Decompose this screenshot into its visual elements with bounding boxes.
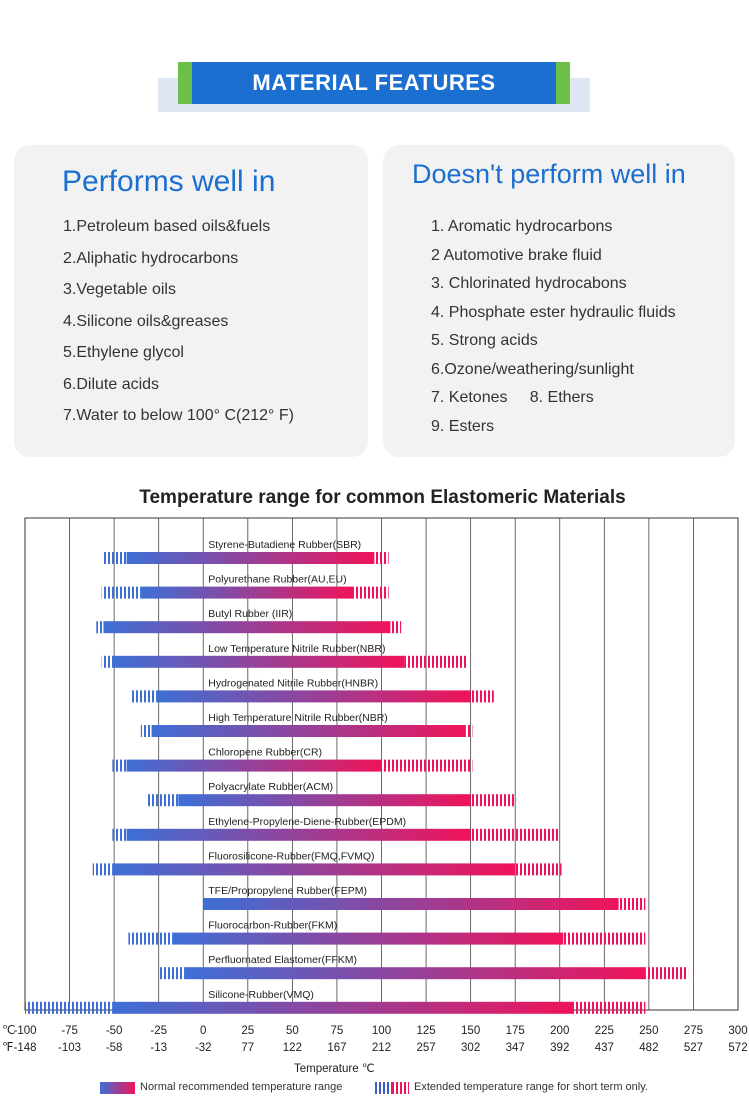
celsius-unit: ℃ (2, 1023, 16, 1037)
extended-low-bar (141, 725, 152, 737)
performs-well-item: 2.Aliphatic hydrocarbons (63, 250, 239, 267)
performs-well-item: 1.Petroleum based oils&fuels (63, 218, 271, 235)
celsius-tick-label: 125 (416, 1025, 436, 1037)
material-label: Polyurethane Rubber(AU,EU) (208, 573, 347, 586)
normal-range-bar (152, 725, 466, 737)
normal-range-bar (127, 552, 375, 564)
range-row (203, 885, 645, 910)
fahrenheit-tick-label: 257 (416, 1042, 436, 1054)
performs-poorly-item: 9. Esters (431, 418, 495, 435)
fahrenheit-tick-label: -103 (58, 1042, 82, 1054)
celsius-tick-label: 150 (461, 1025, 481, 1037)
range-row (96, 608, 401, 633)
normal-range-bar (127, 829, 471, 841)
fahrenheit-tick-label: -13 (150, 1042, 167, 1054)
celsius-tick-label: 175 (505, 1025, 525, 1037)
extended-low-bar (25, 1002, 112, 1014)
legend-normal-label: Normal recommended temperature range (140, 1081, 343, 1093)
performs-poorly-item: 5. Strong acids (431, 332, 538, 349)
extended-low-bar (93, 863, 113, 875)
material-label: Chloropene Rubber(CR) (208, 746, 323, 759)
extended-low-bar (112, 760, 126, 772)
extended-high-bar (390, 621, 401, 633)
performs-well-item: 6.Dilute acids (63, 376, 160, 393)
extended-high-bar (374, 552, 388, 564)
material-label: Ethylene-Propylene-Diene-Rubber(EPDM) (208, 815, 407, 828)
temperature-range-chart (0, 510, 749, 1075)
celsius-tick-label: 200 (550, 1025, 570, 1037)
celsius-tick-label: 100 (371, 1025, 392, 1037)
extended-low-bar (103, 552, 126, 564)
normal-range-bar (178, 794, 470, 806)
extended-high-bar (471, 794, 516, 806)
range-row (159, 954, 688, 979)
material-label: Fluorosilicone-Rubber(FMQ,FVMQ) (208, 850, 375, 863)
celsius-tick-label: 250 (639, 1025, 659, 1037)
extended-high-bar (563, 933, 645, 945)
celsius-tick-label: -50 (105, 1025, 123, 1037)
normal-range-bar (157, 690, 471, 702)
performs-poorly-item: 4. Phosphate ester hydraulic fluids (431, 304, 676, 321)
material-label: Butyl Rubber (IIR) (208, 608, 293, 621)
fahrenheit-tick-label: 77 (241, 1042, 255, 1054)
extended-high-bar (382, 760, 473, 772)
material-label: Low Temperature Nitrile Rubber(NBR) (208, 642, 386, 655)
extended-low-bar (132, 690, 157, 702)
performs-poorly-item: 2 Automotive brake fluid (431, 247, 602, 264)
normal-range-bar (141, 587, 353, 599)
range-row (112, 816, 559, 841)
extended-low-bar (146, 794, 178, 806)
range-row (141, 712, 473, 737)
fahrenheit-tick-label: -148 (13, 1042, 37, 1054)
celsius-tick-label: 275 (683, 1025, 704, 1037)
extended-high-bar (471, 829, 560, 841)
fahrenheit-tick-label: 527 (683, 1042, 704, 1054)
performs-well-item: 4.Silicone oils&greases (63, 313, 229, 330)
legend-extended-label: Extended temperature range for short term only. (414, 1081, 648, 1093)
extended-high-bar (471, 690, 494, 702)
extended-high-bar (619, 898, 646, 910)
extended-high-bar (574, 1002, 645, 1014)
normal-range-bar (203, 898, 618, 910)
banner-accent-left (178, 62, 192, 104)
fahrenheit-tick-label: 122 (282, 1042, 302, 1054)
fahrenheit-tick-label: 212 (371, 1042, 392, 1054)
extended-high-bar (465, 725, 472, 737)
celsius-tick-label: 225 (594, 1025, 614, 1037)
celsius-tick-label: 25 (241, 1025, 255, 1037)
normal-range-bar (127, 760, 382, 772)
banner-title: MATERIAL FEATURES (192, 62, 556, 104)
extended-high-bar (353, 587, 389, 599)
x-axis-label: Temperature ℃ (294, 1063, 375, 1075)
fahrenheit-tick-label: -32 (194, 1042, 212, 1054)
performs-poorly-item: 7. Ketones 8. Ethers (431, 389, 594, 406)
performs-well-title: Performs well in (62, 165, 276, 198)
performs-poorly-item: 3. Chlorinated hydrocabons (431, 275, 627, 292)
performs-well-item: 3.Vegetable oils (63, 281, 176, 298)
performs-poorly-title: Doesn't perform well in (412, 159, 686, 189)
banner-accent-right (556, 62, 570, 104)
material-label: Hydrogenated Nitrile Rubber(HNBR) (208, 677, 379, 690)
performs-well-item: 5.Ethylene glycol (63, 344, 184, 361)
performs-poorly-item: 6.Ozone/weathering/sunlight (431, 361, 634, 378)
legend-extended-swatch-blue (375, 1082, 392, 1094)
material-label: High Temperature Nitrile Rubber(NBR) (208, 712, 388, 724)
extended-low-bar (112, 829, 126, 841)
range-row (102, 643, 467, 668)
legend-normal-swatch (100, 1082, 135, 1094)
extended-high-bar (515, 863, 561, 875)
extended-low-bar (128, 933, 173, 945)
material-label: Silicone-Rubber(VMQ) (208, 988, 314, 1001)
extended-low-bar (102, 656, 114, 668)
material-label: Fluorocarbon-Rubber(FKM) (208, 919, 338, 932)
celsius-tick-label: -25 (150, 1025, 167, 1037)
material-label: Styrene-Butadiene Rubber(SBR) (208, 539, 362, 551)
normal-range-bar (112, 863, 515, 875)
normal-range-bar (103, 621, 390, 633)
chart-title: Temperature range for common Elastomeric Materials (139, 487, 626, 508)
performs-poorly-item: 1. Aromatic hydrocarbons (431, 218, 613, 235)
celsius-tick-label: -100 (13, 1025, 37, 1037)
material-label: TFE/Propropylene Rubber(FEPM) (208, 885, 367, 897)
fahrenheit-unit: ℉ (2, 1040, 14, 1054)
extended-low-bar (96, 621, 103, 633)
extended-high-bar (405, 656, 467, 668)
extended-low-bar (102, 587, 141, 599)
celsius-tick-label: 300 (728, 1025, 748, 1037)
celsius-tick-label: -75 (61, 1025, 78, 1037)
performs-well-card (14, 145, 368, 457)
range-row (103, 539, 388, 564)
range-row (146, 781, 515, 806)
celsius-tick-label: 75 (330, 1025, 344, 1037)
performs-well-item: 7.Water to below 100° C(212° F) (63, 407, 294, 424)
normal-range-bar (114, 656, 405, 668)
extended-high-bar (645, 967, 688, 979)
range-row (93, 850, 562, 875)
fahrenheit-tick-label: -58 (105, 1042, 123, 1054)
material-label: Perfluornated Elastomer(FFKM) (208, 954, 358, 967)
performs-poorly-card (383, 145, 735, 457)
normal-range-bar (112, 1002, 574, 1014)
legend-extended-swatch-red (392, 1082, 409, 1094)
celsius-tick-label: 50 (285, 1025, 299, 1037)
fahrenheit-tick-label: 167 (327, 1042, 347, 1054)
fahrenheit-tick-label: 302 (461, 1042, 481, 1054)
extended-low-bar (159, 967, 186, 979)
fahrenheit-tick-label: 572 (728, 1042, 748, 1054)
range-row (102, 574, 389, 599)
normal-range-bar (185, 967, 645, 979)
celsius-tick-label: 0 (200, 1025, 207, 1037)
range-row (25, 989, 645, 1014)
fahrenheit-tick-label: 437 (594, 1042, 614, 1054)
fahrenheit-tick-label: 347 (505, 1042, 525, 1054)
fahrenheit-tick-label: 392 (550, 1042, 570, 1054)
normal-range-bar (173, 933, 563, 945)
fahrenheit-tick-label: 482 (639, 1042, 659, 1054)
material-label: Polyacrylate Rubber(ACM) (208, 781, 334, 794)
range-row (128, 920, 645, 945)
range-row (132, 677, 494, 702)
